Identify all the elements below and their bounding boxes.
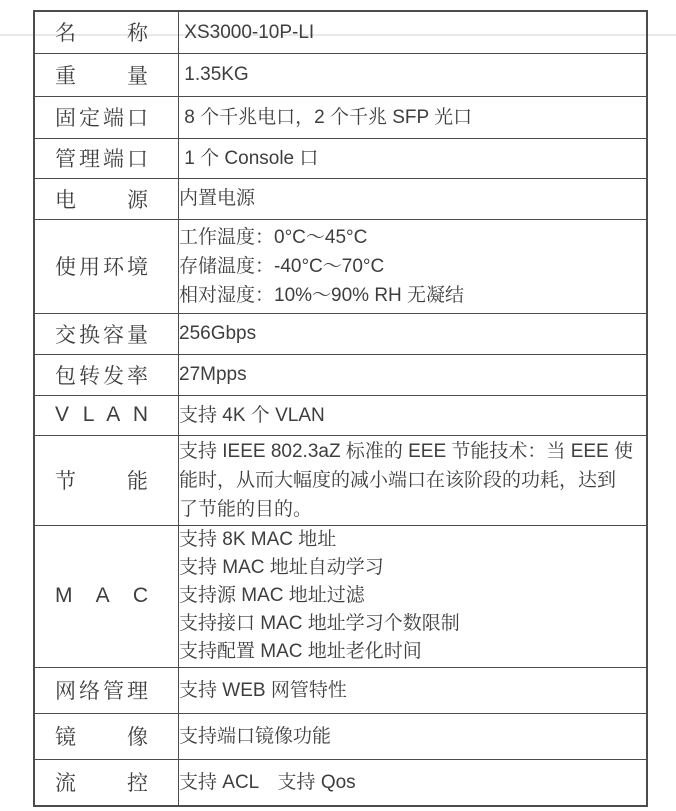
- spec-label-cell: [34, 96, 179, 138]
- spec-label-cell: [34, 313, 179, 354]
- spec-label: 节 能: [55, 470, 148, 493]
- spec-label: 镜 像: [55, 726, 148, 749]
- spec-row-forwarding-rate: [34, 354, 647, 395]
- spec-label-cell: [34, 138, 179, 178]
- spec-value-cell: [179, 354, 648, 395]
- spec-value-cell: [179, 395, 648, 435]
- spec-value-line: 支持端口镜像功能: [179, 725, 332, 747]
- spec-label: 名 称: [55, 22, 148, 46]
- spec-value-line: 支持 4K 个 VLAN: [179, 404, 325, 426]
- spec-label-cell: [34, 219, 179, 313]
- spec-value-line: 相对湿度：10%～90% RH 无凝结: [179, 284, 465, 306]
- spec-row-mirroring: [34, 713, 647, 759]
- spec-value-line: 8 个千兆电口，2 个千兆 SFP 光口: [179, 106, 473, 128]
- spec-value-cell: [179, 313, 648, 354]
- spec-label: 包转发率: [55, 364, 148, 388]
- spec-value-cell: [179, 219, 648, 313]
- spec-label-cell: [34, 435, 179, 525]
- spec-value-cell: [179, 53, 648, 96]
- spec-label: 使用环境: [55, 256, 148, 279]
- spec-value-line: 27Mpps: [179, 364, 247, 385]
- spec-label: 电 源: [55, 188, 148, 212]
- spec-label-cell: [34, 713, 179, 759]
- spec-label-cell: [34, 525, 179, 667]
- spec-value-line: XS3000-10P-LI: [179, 21, 315, 43]
- spec-label: 固定端口: [55, 107, 148, 130]
- spec-value-cell: [179, 178, 648, 219]
- spec-value-cell: [179, 759, 648, 806]
- spec-label-cell: [34, 11, 179, 53]
- spec-row-network-management: [34, 667, 647, 713]
- spec-row-switching-capacity: [34, 313, 647, 354]
- spec-label-cell: [34, 53, 179, 96]
- spec-value-cell: [179, 11, 648, 53]
- spec-row-fixed-ports: [34, 96, 647, 138]
- spec-value-line: 支持 WEB 网管特性: [179, 679, 347, 701]
- spec-value-cell: [179, 667, 648, 713]
- spec-value-line: 1.35KG: [179, 64, 249, 85]
- product-spec-table: [33, 10, 648, 807]
- spec-value-line: 能时，从而大幅度的减小端口在该阶段的功耗，达到: [179, 469, 617, 491]
- spec-value-line: 支持源 MAC 地址过滤: [179, 585, 365, 606]
- spec-label-cell: [34, 354, 179, 395]
- spec-label: 管理端口: [55, 148, 148, 171]
- spec-row-mac: [34, 525, 647, 667]
- spec-value-line: 支持 MAC 地址自动学习: [179, 557, 384, 578]
- spec-value-line: 存储温度：-40°C～70°C: [179, 255, 385, 277]
- spec-label-cell: [34, 759, 179, 806]
- spec-value-cell: [179, 96, 648, 138]
- spec-label-cell: [34, 667, 179, 713]
- spec-value-line: 支持 8K MAC 地址: [179, 529, 337, 550]
- spec-label: M A C: [55, 584, 148, 607]
- spec-value-cell: [179, 525, 648, 667]
- spec-label: 网络管理: [55, 680, 148, 703]
- spec-label: 重 量: [55, 64, 148, 88]
- spec-label: 流 控: [55, 772, 148, 796]
- spec-label-cell: [34, 395, 179, 435]
- spec-value-line: 1 个 Console 口: [179, 147, 319, 169]
- spec-label-cell: [34, 178, 179, 219]
- spec-value-line: 支持配置 MAC 地址老化时间: [179, 641, 422, 662]
- spec-value-line: 支持接口 MAC 地址学习个数限制: [179, 613, 460, 634]
- spec-row-weight: [34, 53, 647, 96]
- spec-value-line: 支持 ACL 支持 Qos: [179, 771, 356, 793]
- spec-value-line: 支持 IEEE 802.3aZ 标准的 EEE 节能技术：当 EEE 使: [179, 440, 634, 462]
- spec-value-line: 了节能的目的。: [179, 498, 313, 520]
- spec-label: V L A N: [55, 403, 148, 426]
- spec-value-line: 内置电源: [179, 188, 256, 209]
- spec-row-name: [34, 11, 647, 53]
- spec-label: 交换容量: [55, 323, 148, 347]
- spec-row-management-port: [34, 138, 647, 178]
- spec-value-line: 工作温度：0°C～45°C: [179, 226, 368, 248]
- spec-row-energy-saving: [34, 435, 647, 525]
- spec-row-vlan: [34, 395, 647, 435]
- spec-value-line: 256Gbps: [179, 323, 257, 344]
- spec-value-cell: [179, 713, 648, 759]
- spec-row-flow-control: [34, 759, 647, 806]
- spec-row-power: [34, 178, 647, 219]
- spec-value-cell: [179, 435, 648, 525]
- spec-row-environment: [34, 219, 647, 313]
- spec-table-body: [34, 11, 647, 806]
- spec-value-cell: [179, 138, 648, 178]
